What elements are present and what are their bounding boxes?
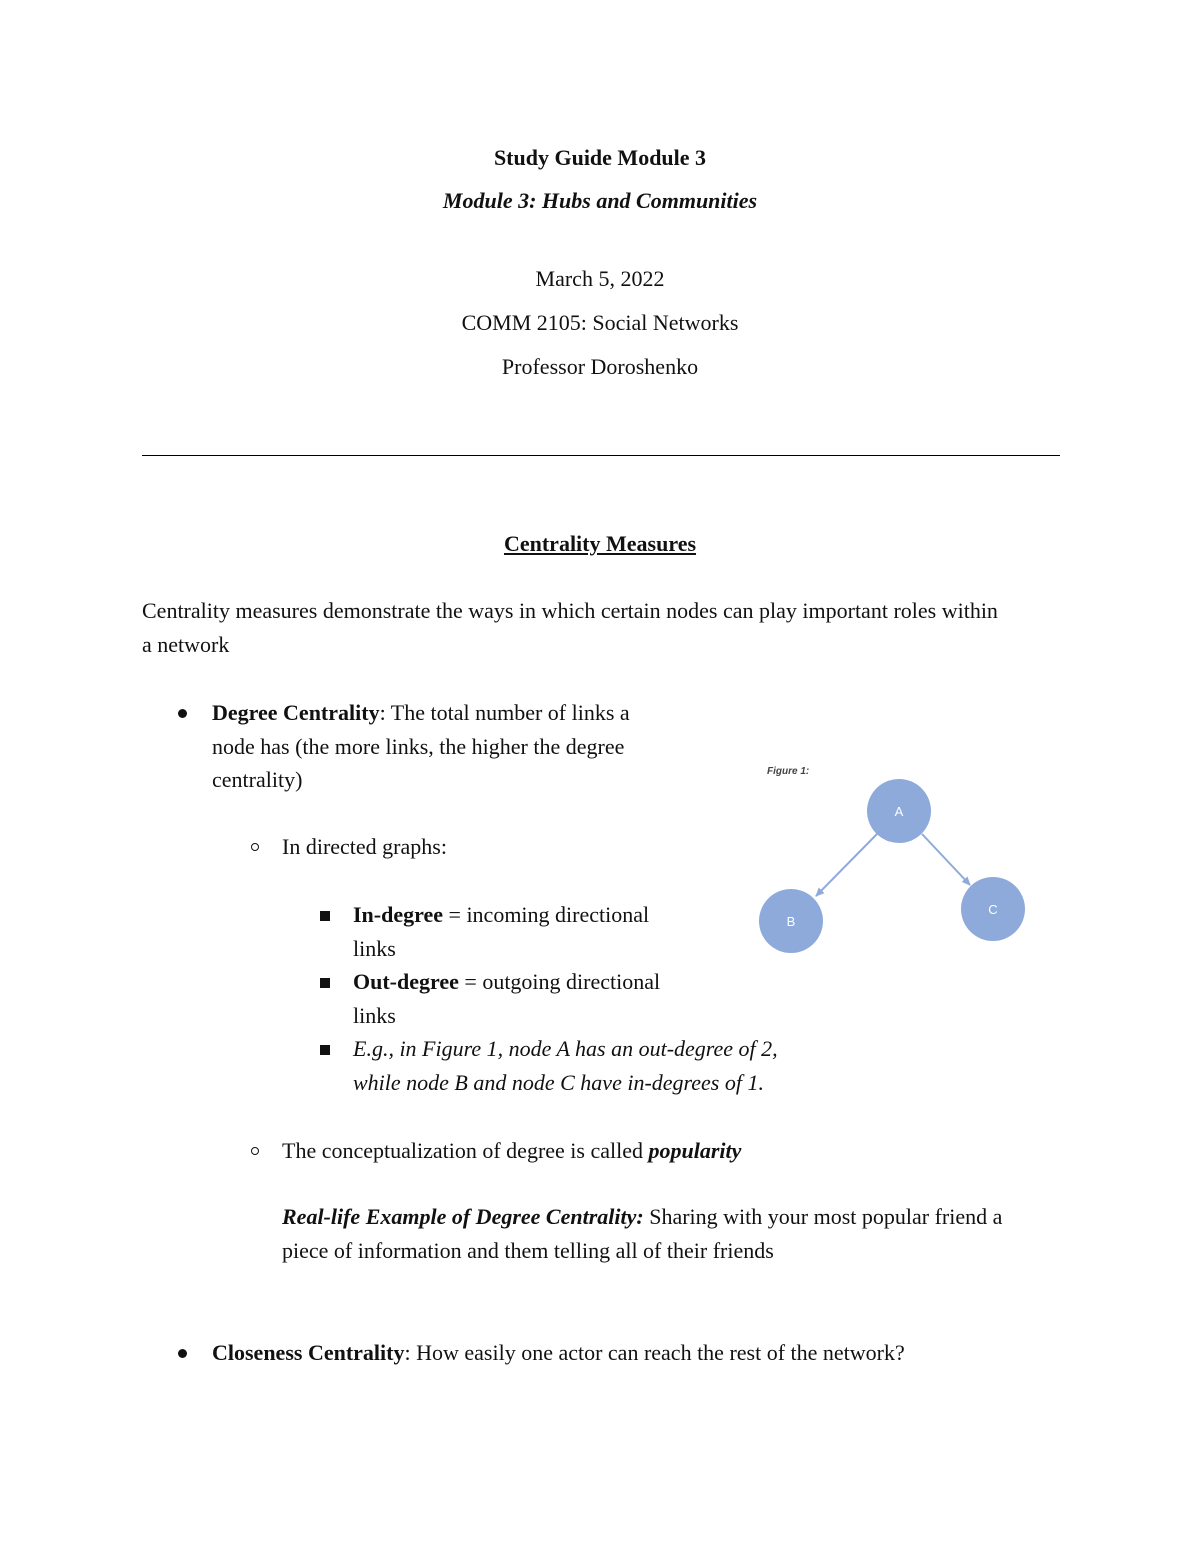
in-degree-def-2: links (353, 935, 396, 961)
bullet-square (320, 911, 330, 921)
bullet-dot (178, 1349, 187, 1358)
degree-centrality-term: Degree Centrality (212, 700, 380, 725)
real-life-example (282, 1200, 1072, 1267)
node-a-label: A (894, 804, 904, 819)
intro-line-1: Centrality measures demonstrate the ways in which certain nodes can play important roles within (142, 598, 998, 623)
section-heading (0, 531, 1200, 557)
out-degree-term: Out-degree (353, 969, 459, 994)
node-c-label: C (988, 902, 998, 917)
bullet-dot (178, 709, 187, 718)
edge-a-c (922, 834, 970, 885)
document-subtitle: Module 3: Hubs and Communities (442, 188, 758, 213)
directed-graphs-label: In directed graphs: (282, 834, 447, 859)
node-b-label: B (786, 914, 796, 929)
document-title: Study Guide Module 3 (493, 145, 707, 170)
document-date: March 5, 2022 (535, 266, 665, 291)
popularity-prefix: The conceptualization of degree is called (282, 1138, 649, 1163)
in-degree-term: In-degree (353, 902, 444, 927)
node-b (759, 889, 823, 953)
closeness-centrality-def: : How easily one actor can reach the rest of the network? (404, 1340, 905, 1365)
bullet-circle (251, 1147, 259, 1155)
degree-example (353, 1032, 873, 1099)
node-a (867, 779, 931, 843)
out-degree-item (353, 965, 713, 1032)
bullet-square (320, 978, 330, 988)
professor-name: Professor Doroshenko (501, 354, 699, 379)
closeness-centrality-item (212, 1336, 1112, 1370)
bullet-circle (251, 843, 259, 851)
degree-centrality-item (212, 696, 692, 797)
intro-line-2: a network (142, 632, 230, 657)
in-degree-item (353, 898, 713, 965)
figure-1-diagram (740, 750, 1060, 970)
degree-example-line-2: while node B and node C have in-degrees of 1. (353, 1069, 764, 1095)
popularity-term: popularity (648, 1138, 742, 1163)
degree-centrality-def-2: node has (the more links, the higher the degree (212, 733, 625, 759)
edge-a-b (816, 834, 877, 896)
out-degree-def: = outgoing directional (458, 969, 661, 994)
section-heading-text: Centrality Measures (503, 531, 697, 556)
real-life-label: Real-life Example of Degree Centrality: (282, 1204, 644, 1229)
degree-example-line-1: E.g., in Figure 1, node A has an out-degree of 2, (353, 1036, 778, 1061)
bullet-square (320, 1045, 330, 1055)
real-life-text-2: piece of information and them telling all of their friends (282, 1237, 774, 1263)
degree-centrality-def-3: centrality) (212, 767, 303, 792)
intro-paragraph (142, 594, 1072, 662)
popularity-item (282, 1134, 982, 1168)
degree-centrality-def: : The total number of links a (379, 700, 630, 725)
horizontal-rule (142, 455, 1060, 456)
real-life-text-1: Sharing with your most popular friend a (643, 1204, 1003, 1229)
node-c (961, 877, 1025, 941)
closeness-centrality-term: Closeness Centrality (212, 1340, 405, 1365)
in-degree-def: = incoming directional (443, 902, 650, 927)
out-degree-def-2: links (353, 1002, 396, 1028)
figure-caption: Figure 1: (767, 766, 810, 777)
course-name: COMM 2105: Social Networks (461, 310, 739, 335)
